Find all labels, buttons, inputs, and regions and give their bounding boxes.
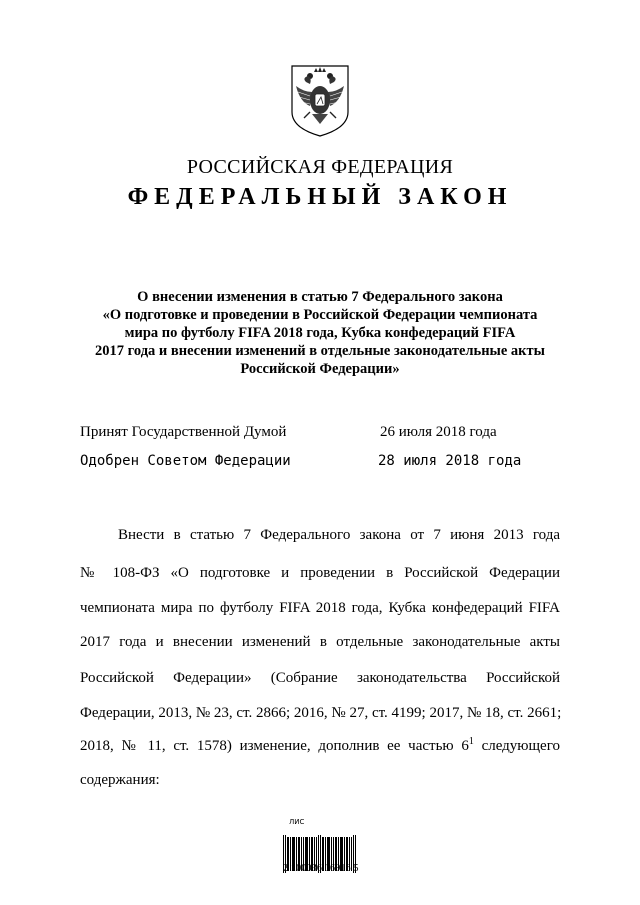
- subject-line: Российской Федерации»: [240, 361, 400, 377]
- body-line: Федерации, 2013, № 23, ст. 2866; 2016, № 27, ст. 4199; 2017, № 18, ст. 2661;: [80, 705, 562, 721]
- body-line: содержания:: [80, 772, 160, 788]
- body-line: [80, 738, 560, 758]
- council-date: 28 июля 2018 года: [378, 453, 522, 469]
- superscript: 1: [468, 736, 474, 747]
- body-line: 2017 года и внесении изменений в отдельные законодательные акты: [80, 634, 560, 650]
- body-line-text: 2018, № 11, ст. 1578) изменение, дополнив ее частью 6: [80, 738, 469, 754]
- duma-date: 26 июля 2018 года: [380, 424, 497, 440]
- body-line: чемпионата мира по футболу FIFA 2018 года, Кубка конфедераций FIFA: [80, 600, 560, 616]
- document-type-title: ФЕДЕРАЛЬНЫЙ ЗАКОН: [127, 184, 513, 210]
- barcode-number: 2 100036 16916 5: [283, 863, 359, 874]
- barcode-mark: ЛИС: [289, 818, 305, 826]
- duma-label: Принят Государственной Думой: [80, 424, 287, 440]
- duma-adoption-row: [80, 424, 560, 444]
- council-approval-row: [80, 453, 560, 473]
- country-title: РОССИЙСКАЯ ФЕДЕРАЦИЯ: [186, 156, 454, 178]
- council-label: Одобрен Советом Федерации: [80, 453, 291, 469]
- body-line: Российской Федерации» (Собрание законодательства Российской: [80, 670, 560, 686]
- subject-line: 2017 года и внесении изменений в отдельные законодательные акты: [95, 343, 545, 359]
- law-subject-title: [60, 288, 580, 378]
- subject-line: мира по футболу FIFA 2018 года, Кубка конфедераций FIFA: [124, 325, 516, 341]
- coat-of-arms-icon: [288, 62, 352, 138]
- subject-line: «О подготовке и проведении в Российской Федерации чемпионата: [102, 307, 538, 323]
- subject-line: О внесении изменения в статью 7 Федерального закона: [137, 289, 503, 305]
- body-line: Внести в статью 7 Федерального закона от 7 июня 2013 года: [118, 527, 560, 543]
- body-line: № 108-ФЗ «О подготовке и проведении в Российской Федерации: [80, 565, 560, 581]
- body-line-tail: следующего: [473, 738, 560, 754]
